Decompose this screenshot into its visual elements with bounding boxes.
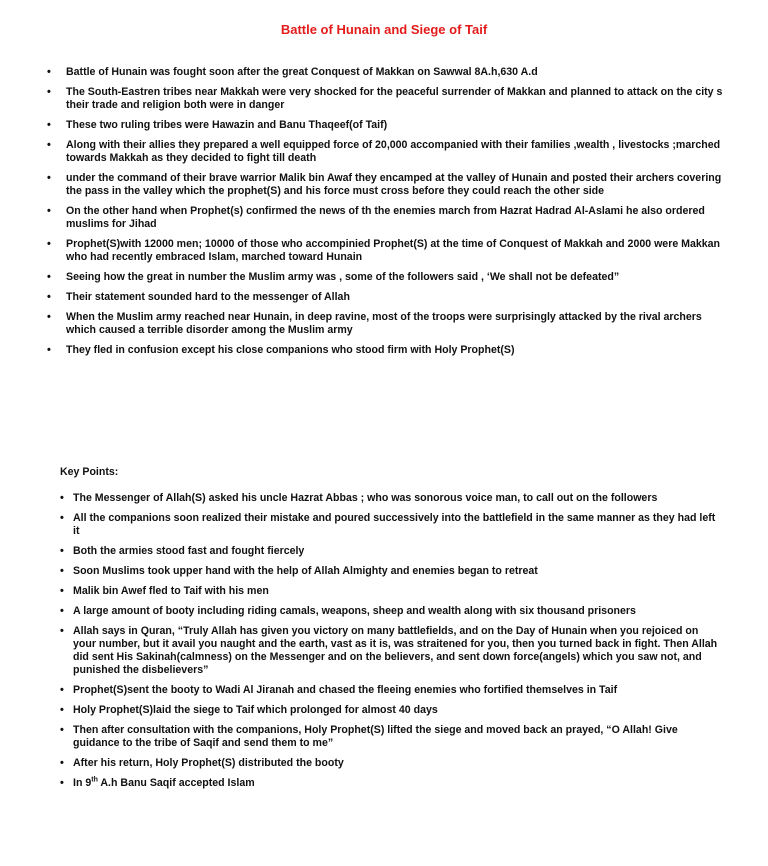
main-bullet-list — [47, 66, 726, 364]
bullet-dot-icon: • — [60, 492, 64, 504]
key-point-item — [60, 757, 723, 770]
key-point-item — [60, 492, 723, 505]
bullet-dot-icon: • — [47, 344, 51, 356]
bullet-text: Holy Prophet(S)laid the siege to Taif which prolonged for almost 40 days — [73, 704, 438, 716]
list-item — [47, 86, 726, 112]
bullet-dot-icon: • — [47, 119, 51, 131]
list-item — [47, 205, 726, 231]
bullet-dot-icon: • — [60, 625, 64, 637]
list-item — [47, 66, 726, 79]
key-point-item — [60, 585, 723, 598]
bullet-text: Prophet(S)sent the booty to Wadi Al Jiranah and chased the fleeing enemies who fortified themselves in Taif — [73, 684, 618, 696]
bullet-dot-icon: • — [60, 512, 64, 524]
bullet-dot-icon: • — [47, 311, 51, 323]
bullet-text: under the command of their brave warrior Malik bin Awaf they encamped at the valley of Hunain and posted their archers covering the pass in the valley which the prophet(S) and his force must cross before they could reach the other side — [66, 172, 722, 197]
key-point-item — [60, 776, 723, 790]
ordinal-superscript: th — [91, 776, 98, 784]
bullet-text: Their statement sounded hard to the messenger of Allah — [66, 291, 350, 303]
bullet-text: Both the armies stood fast and fought fiercely — [73, 545, 305, 557]
key-point-item — [60, 605, 723, 618]
bullet-text: When the Muslim army reached near Hunain, in deep ravine, most of the troops were surprisingly attacked by the rival archers which caused a terrible disorder among the Muslim army — [66, 311, 702, 336]
bullet-dot-icon: • — [47, 271, 51, 283]
bullet-dot-icon: • — [60, 704, 64, 716]
bullet-text: Seeing how the great in number the Muslim army was , some of the followers said , ‘We shall not be defeated” — [66, 271, 620, 283]
bullet-text: On the other hand when Prophet(s) confirmed the news of th the enemies march from Hazrat Hadrad Al-Aslami he also ordered muslims for Jihad — [66, 205, 705, 230]
bullet-text: Then after consultation with the companions, Holy Prophet(S) lifted the siege and moved back an prayed, “O Allah! Give guidance to the tribe of Saqif and send them to me” — [73, 724, 678, 749]
key-point-item — [60, 724, 723, 750]
bullet-text: In 9 — [73, 777, 92, 789]
bullet-dot-icon: • — [47, 291, 51, 303]
bullet-text: They fled in confusion except his close companions who stood firm with Holy Prophet(S) — [66, 344, 515, 356]
bullet-dot-icon: • — [60, 724, 64, 736]
bullet-text: Prophet(S)with 12000 men; 10000 of those who accompinied Prophet(S) at the time of Conquest of Makkah and 2000 were Makkan who had recently embraced Islam, marched toward Hunain — [66, 238, 721, 263]
bullet-text: A.h Banu Saqif accepted Islam — [97, 777, 255, 789]
bullet-dot-icon: • — [47, 172, 51, 184]
key-point-item — [60, 625, 723, 677]
bullet-text: A large amount of booty including riding camals, weapons, sheep and wealth along with six thousand prisoners — [73, 605, 636, 617]
bullet-dot-icon: • — [60, 545, 64, 557]
list-item — [47, 344, 726, 357]
list-item — [47, 119, 726, 132]
list-item — [47, 139, 726, 165]
bullet-text: Battle of Hunain was fought soon after the great Conquest of Makkan on Sawwal 8A.h,630 A.d — [66, 66, 538, 78]
bullet-dot-icon: • — [60, 684, 64, 696]
page-title: Battle of Hunain and Siege of Taif — [280, 22, 488, 37]
bullet-dot-icon: • — [47, 86, 51, 98]
bullet-text: The South-Eastren tribes near Makkah were very shocked for the peaceful surrender of Makkan and planned to attack on the city s their trade and religion both were in danger — [66, 86, 723, 111]
bullet-dot-icon: • — [60, 777, 64, 789]
key-point-item — [60, 704, 723, 717]
bullet-text: Malik bin Awef fled to Taif with his men — [73, 585, 269, 597]
list-item — [47, 172, 726, 198]
list-item — [47, 238, 726, 264]
key-points-list — [60, 492, 723, 797]
list-item — [47, 311, 726, 337]
key-point-item — [60, 512, 723, 538]
bullet-text: The Messenger of Allah(S) asked his uncle Hazrat Abbas ; who was sonorous voice man, to call out on the followers — [73, 492, 658, 504]
bullet-dot-icon: • — [47, 205, 51, 217]
list-item — [47, 291, 726, 304]
bullet-text: These two ruling tribes were Hawazin and Banu Thaqeef(of Taif) — [66, 119, 388, 131]
list-item — [47, 271, 726, 284]
bullet-dot-icon: • — [60, 585, 64, 597]
bullet-text: After his return, Holy Prophet(S) distributed the booty — [73, 757, 344, 769]
bullet-dot-icon: • — [60, 565, 64, 577]
bullet-dot-icon: • — [60, 757, 64, 769]
bullet-dot-icon: • — [47, 238, 51, 250]
key-point-item — [60, 565, 723, 578]
bullet-text: All the companions soon realized their mistake and poured successively into the battlefield in the same manner as they had left it — [73, 512, 716, 537]
bullet-dot-icon: • — [47, 66, 51, 78]
key-point-item — [60, 545, 723, 558]
key-points-heading: Key Points: — [60, 466, 119, 478]
bullet-text: Allah says in Quran, “Truly Allah has given you victory on many battlefields, and on the Day of Hunain when you rejoiced on your number, but it avail you naught and the earth, vast as it is, was straitened for you, then you turned back in fight. Then Allah did sent His Sakinah(calmness) on the Messenger and on the believers, and sent down force(angels) which you saw not, and punished the disbelievers” — [73, 625, 718, 676]
bullet-text: Along with their allies they prepared a well equipped force of 20,000 accompanied with their families ,wealth , livestocks ;marched towards Makkah as they decided to fight till death — [66, 139, 721, 164]
bullet-dot-icon: • — [47, 139, 51, 151]
bullet-dot-icon: • — [60, 605, 64, 617]
key-point-item — [60, 684, 723, 697]
bullet-text: Soon Muslims took upper hand with the help of Allah Almighty and enemies began to retreat — [73, 565, 538, 577]
